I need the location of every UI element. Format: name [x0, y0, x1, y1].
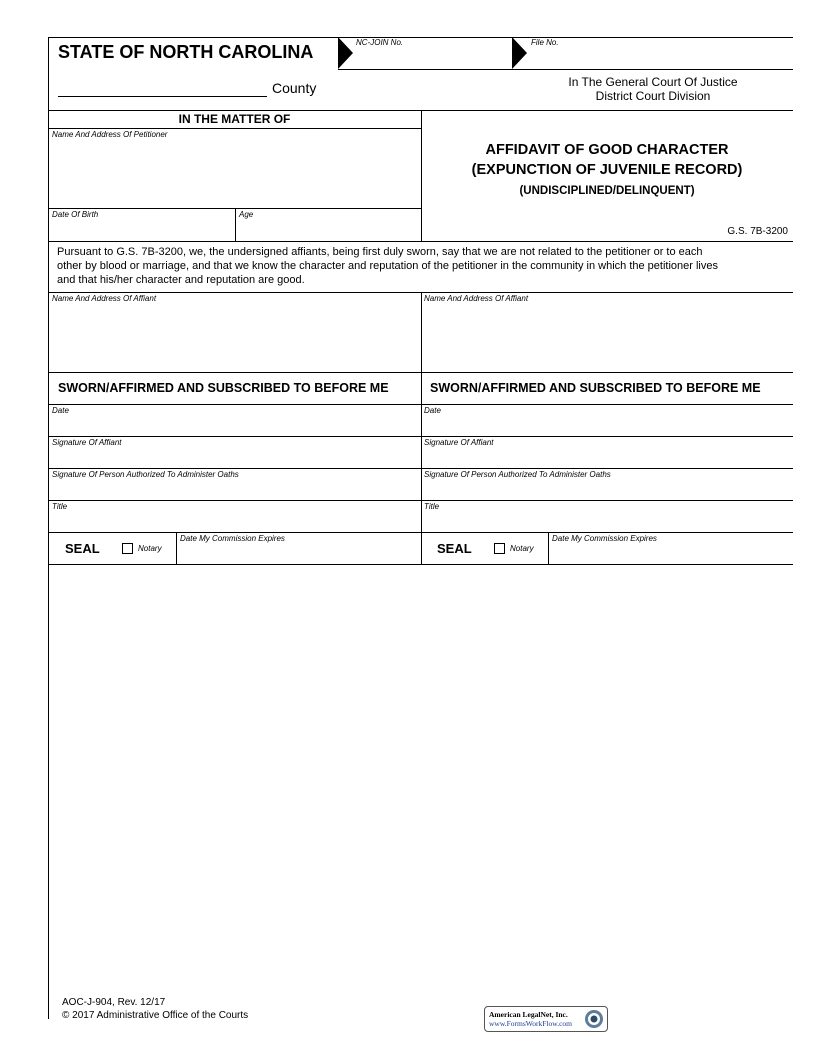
affiant-right-signature-divider	[421, 468, 793, 469]
affiant-left-signature-field[interactable]	[52, 449, 417, 467]
matter-bottom-border	[48, 241, 793, 242]
affiant-left-date-divider	[48, 436, 421, 437]
file-no-field[interactable]	[530, 48, 790, 68]
age-field[interactable]	[239, 221, 417, 239]
affidavit-statement	[57, 245, 792, 287]
affiant-column-divider	[421, 292, 422, 565]
affiant-left-sworn-divider	[48, 404, 421, 405]
dob-field[interactable]	[52, 221, 230, 239]
title-line-2: (EXPUNCTION OF JUVENILE RECORD)	[471, 162, 743, 178]
affiant-right-notary-checkbox[interactable]	[494, 543, 505, 554]
affiant-left-name-divider	[48, 372, 421, 373]
affiant-left-signature-divider	[48, 468, 421, 469]
affiant-left-date-field[interactable]	[52, 417, 417, 435]
affiant-left-title-field[interactable]	[52, 513, 417, 531]
statute-reference: G.S. 7B-3200	[727, 226, 788, 237]
matter-heading: IN THE MATTER OF	[178, 112, 291, 126]
file-no-arrow-icon	[512, 37, 527, 69]
affiant-right-name-label: Name And Address Of Affiant	[424, 294, 529, 303]
vendor-badge[interactable]	[484, 1006, 608, 1032]
affiant-left-title-divider	[48, 532, 421, 533]
vendor-name: American LegalNet, Inc.	[489, 1010, 568, 1019]
copyright: © 2017 Administrative Office of the Courts	[62, 1010, 249, 1021]
affiant-right-title-divider	[421, 532, 793, 533]
vendor-logo-icon	[584, 1009, 604, 1029]
affiant-left-commission-field[interactable]	[180, 545, 417, 563]
affiant-left-oath-field[interactable]	[52, 481, 417, 499]
affiant-left-seal-divider	[176, 532, 177, 565]
affiant-left-name-label: Name And Address Of Affiant	[52, 294, 157, 303]
statement-line-1: Pursuant to G.S. 7B-3200, we, the undersigned affiants, being first duly sworn, say that we are not related to the petitioner or to each	[57, 246, 703, 258]
affiant-bottom-border	[48, 564, 793, 565]
title-line-3: (UNDISCIPLINED/DELINQUENT)	[519, 185, 695, 197]
dob-label: Date Of Birth	[52, 210, 99, 219]
affiant-right-notary-label: Notary	[510, 544, 534, 553]
affiant-right-title-label: Title	[424, 502, 440, 511]
state-heading: STATE OF NORTH CAROLINA	[58, 42, 314, 62]
affiant-right-oath-divider	[421, 500, 793, 501]
affiant-right-oath-label: Signature Of Person Authorized To Administer Oaths	[424, 470, 611, 479]
affiant-left-signature-label: Signature Of Affiant	[52, 438, 122, 447]
affiant-right-name-field[interactable]	[424, 305, 789, 369]
vendor-url: www.FormsWorkFlow.com	[489, 1019, 573, 1028]
affiant-left-notary-label: Notary	[138, 544, 162, 553]
nc-join-arrow-icon	[338, 37, 353, 69]
nc-join-field[interactable]	[354, 48, 504, 68]
affiant-right-signature-field[interactable]	[424, 449, 789, 467]
file-no-label: File No.	[531, 38, 559, 47]
age-label: Age	[239, 210, 254, 219]
county-label: County	[272, 80, 317, 96]
dob-age-divider	[235, 208, 236, 241]
form-number: AOC-J-904, Rev. 12/17	[62, 997, 166, 1008]
affiant-right-date-label: Date	[424, 406, 441, 415]
statement-line-2: other by blood or marriage, and that we know the character and reputation of the petitioner in the community in which the petitioner lives	[57, 260, 718, 272]
affiant-right-signature-label: Signature Of Affiant	[424, 438, 494, 447]
title-line-1: AFFIDAVIT OF GOOD CHARACTER	[485, 142, 729, 158]
court-name	[522, 75, 784, 103]
affiant-left-title-label: Title	[52, 502, 68, 511]
affiant-right-seal: SEAL	[437, 541, 472, 556]
affiant-left-seal: SEAL	[65, 541, 100, 556]
county-blank-line[interactable]	[58, 96, 267, 97]
affiant-left-name-field[interactable]	[52, 305, 417, 369]
statement-line-3: and that his/her character and reputation are good.	[57, 274, 305, 286]
nc-join-label: NC-JOIN No.	[356, 38, 404, 47]
affiant-right-commission-label: Date My Commission Expires	[552, 534, 657, 543]
affiant-right-name-divider	[421, 372, 793, 373]
affiant-right-commission-field[interactable]	[552, 545, 789, 563]
petitioner-field[interactable]	[52, 141, 417, 206]
affiant-left-sworn-heading: SWORN/AFFIRMED AND SUBSCRIBED TO BEFORE ME	[58, 381, 389, 395]
petitioner-label: Name And Address Of Petitioner	[52, 130, 168, 139]
affiant-left-notary-checkbox[interactable]	[122, 543, 133, 554]
affiant-right-sworn-heading: SWORN/AFFIRMED AND SUBSCRIBED TO BEFORE ME	[430, 381, 761, 395]
affiant-left-commission-label: Date My Commission Expires	[180, 534, 285, 543]
affiant-right-date-field[interactable]	[424, 417, 789, 435]
affiant-right-title-field[interactable]	[424, 513, 789, 531]
affiant-left-oath-divider	[48, 500, 421, 501]
court-line-2: District Court Division	[595, 89, 711, 103]
form-title	[421, 140, 793, 202]
affiant-right-oath-field[interactable]	[424, 481, 789, 499]
form-top-border	[48, 37, 793, 38]
court-line-1: In The General Court Of Justice	[568, 75, 738, 89]
affiant-left-date-label: Date	[52, 406, 69, 415]
affiant-right-date-divider	[421, 436, 793, 437]
affiant-right-sworn-divider	[421, 404, 793, 405]
affiant-right-seal-divider	[548, 532, 549, 565]
header-divider	[338, 69, 793, 70]
form-left-border	[48, 37, 49, 1019]
matter-heading-divider	[48, 128, 421, 129]
affiant-left-oath-label: Signature Of Person Authorized To Administer Oaths	[52, 470, 239, 479]
